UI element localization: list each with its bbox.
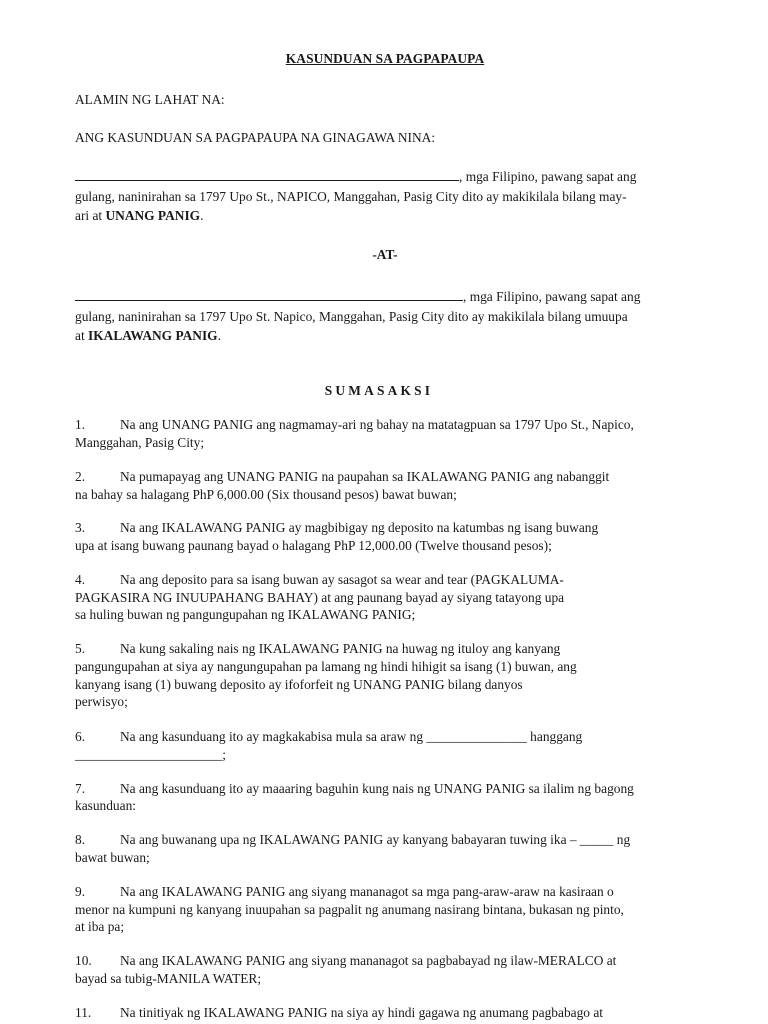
item-number: 10.: [75, 953, 92, 968]
item-10-line-1: [75, 952, 616, 970]
item-10-line-2: bayad sa tubig-MANILA WATER;: [75, 971, 262, 986]
item-7-line-2: kasunduan:: [75, 798, 136, 813]
party1-line-2: gulang, naninirahan sa 1797 Upo St., NAPICO, Manggahan, Pasig City dito ay makikilala bilang may-: [75, 189, 627, 204]
party1-name-blank: [75, 168, 459, 181]
item-3-line-1: [75, 519, 598, 537]
item-9-line-3: at iba pa;: [75, 919, 125, 934]
party2-line-2: gulang, naninirahan sa 1797 Upo St. Napico, Manggahan, Pasig City dito ay makikilala bilang umuupa: [75, 309, 628, 324]
item-5-line-4: perwisyo;: [75, 694, 128, 709]
item-text: Na ang deposito para sa isang buwan ay sasagot sa wear and tear (PAGKALUMA-: [120, 572, 564, 587]
item-number: 6.: [75, 729, 86, 744]
item-4-line-3: sa huling buwan ng pangungupahan ng IKALAWANG PANIG;: [75, 607, 416, 622]
item-text: Na ang buwanang upa ng IKALAWANG PANIG ay kanyang babayaran tuwing ika – _____ ng: [120, 832, 631, 847]
intro-line-1: ALAMIN NG LAHAT NA:: [75, 92, 225, 107]
item-2-line-1: [75, 468, 609, 486]
party1-line-1: [75, 168, 636, 186]
item-text: Na tinitiyak ng IKALAWANG PANIG na siya ay hindi gagawa ng anumang pagbabago at: [120, 1005, 603, 1020]
item-7-line-1: [75, 780, 634, 798]
item-8-line-2: bawat buwan;: [75, 850, 150, 865]
party2-line3-pre: at: [75, 328, 89, 343]
document-title: KASUNDUAN SA PAGPAPAUPA: [285, 51, 485, 66]
item-6-line-1: [75, 728, 582, 746]
item-number: 4.: [75, 572, 86, 587]
item-5-line-2: pangungupahan at siya ay nangungupahan pa lamang ng hindi hihigit sa isang (1) buwan, ang: [75, 659, 577, 674]
party1-line3-post: .: [200, 208, 204, 223]
item-text: Na ang kasunduang ito ay magkakabisa mula sa araw ng _______________ hanggang: [120, 729, 583, 744]
item-number: 1.: [75, 417, 86, 432]
party2-line3-post: .: [217, 328, 221, 343]
item-1-line-1: [75, 416, 634, 434]
at-separator: -AT-: [372, 247, 398, 262]
item-9-line-2: menor na kumpuni ng kanyang inuupahan sa pagpalit ng anumang nasirang bintana, bukasan ng pinto,: [75, 902, 624, 917]
item-11-line-1: [75, 1004, 603, 1022]
party1-line3-pre: ari at: [75, 208, 106, 223]
party1-line-3: [75, 207, 203, 225]
item-text: Na kung sakaling nais ng IKALAWANG PANIG na huwag ng ituloy ang kanyang: [120, 641, 561, 656]
item-4-line-1: [75, 571, 564, 589]
item-number: 11.: [75, 1005, 92, 1020]
item-2-line-2: na bahay sa halagang PhP 6,000.00 (Six thousand pesos) bawat buwan;: [75, 487, 457, 502]
intro-line-2: ANG KASUNDUAN SA PAGPAPAUPA NA GINAGAWA NINA:: [75, 130, 436, 145]
item-text: Na ang kasunduang ito ay maaaring baguhin kung nais ng UNANG PANIG sa ilalim ng bagong: [120, 781, 634, 796]
party2-role-label: IKALAWANG PANIG: [88, 328, 218, 343]
party2-line1-tail: , mga Filipino, pawang sapat ang: [463, 289, 641, 304]
item-number: 9.: [75, 884, 86, 899]
item-number: 3.: [75, 520, 86, 535]
party2-line-1: [75, 288, 640, 306]
item-6-line-2: ______________________;: [75, 747, 227, 762]
item-number: 8.: [75, 832, 86, 847]
item-text: Na pumapayag ang UNANG PANIG na paupahan sa IKALAWANG PANIG ang nabanggit: [120, 469, 610, 484]
item-1-line-2: Manggahan, Pasig City;: [75, 435, 205, 450]
item-3-line-2: upa at isang buwang paunang bayad o halagang PhP 12,000.00 (Twelve thousand pesos);: [75, 538, 552, 553]
item-text: Na ang IKALAWANG PANIG ay magbibigay ng deposito na katumbas ng isang buwang: [120, 520, 599, 535]
party2-name-blank: [75, 288, 463, 301]
item-5-line-1: [75, 640, 560, 658]
sumasaksi-heading: SUMASAKSI: [324, 383, 434, 398]
item-5-line-3: kanyang isang (1) buwang deposito ay ifoforfeit ng UNANG PANIG bilang danyos: [75, 677, 523, 692]
item-number: 2.: [75, 469, 86, 484]
item-number: 5.: [75, 641, 86, 656]
item-8-line-1: [75, 831, 630, 849]
item-4-line-2: PAGKASIRA NG INUUPAHANG BAHAY) at ang paunang bayad ay siyang tatayong upa: [75, 590, 565, 605]
item-text: Na ang UNANG PANIG ang nagmamay-ari ng bahay na matatagpuan sa 1797 Upo St., Napico,: [120, 417, 634, 432]
item-9-line-1: [75, 883, 614, 901]
party1-role-label: UNANG PANIG: [105, 208, 201, 223]
item-text: Na ang IKALAWANG PANIG ang siyang mananagot sa pagbabayad ng ilaw-MERALCO at: [120, 953, 617, 968]
item-number: 7.: [75, 781, 86, 796]
party2-line-3: [75, 327, 221, 345]
item-text: Na ang IKALAWANG PANIG ang siyang mananagot sa mga pang-araw-araw na kasiraan o: [120, 884, 614, 899]
party1-line1-tail: , mga Filipino, pawang sapat ang: [459, 169, 637, 184]
